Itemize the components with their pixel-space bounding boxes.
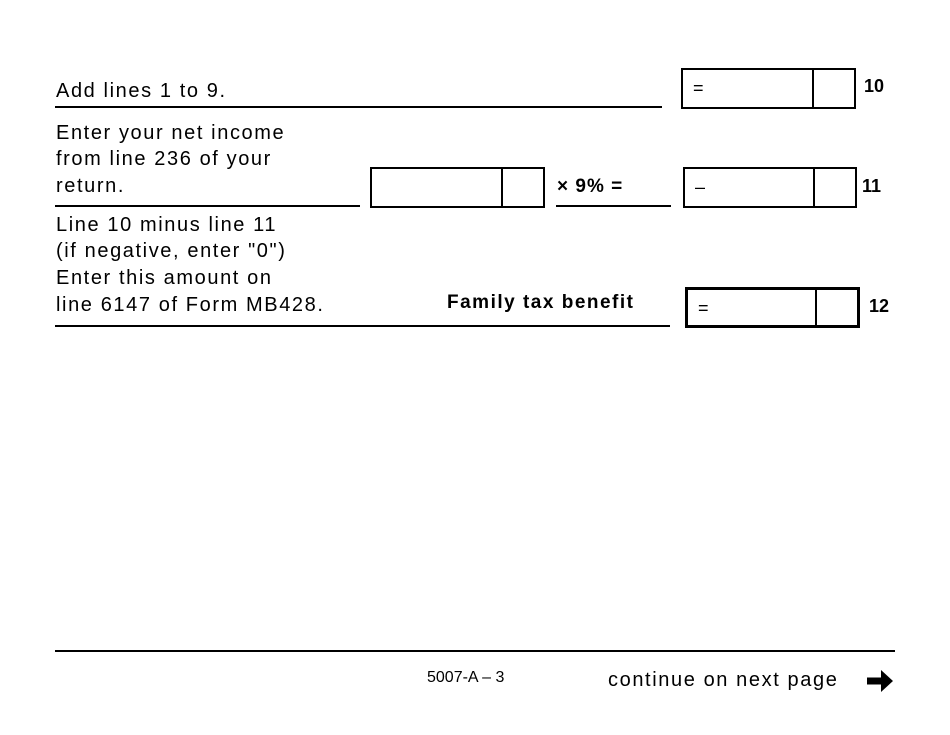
form-code: 5007-A – 3 [427,669,505,686]
line11-sign: – [695,177,706,197]
line10-sign: = [693,78,704,98]
line11-text-2: from line 236 of your [56,148,272,170]
family-tax-benefit-label: Family tax benefit [447,292,635,313]
line10-cents[interactable] [812,70,854,107]
net-income-field[interactable] [370,167,545,208]
line12-cents[interactable] [815,290,857,325]
line10-amount-field[interactable] [681,68,856,109]
line11-amount-field[interactable] [683,167,857,208]
line10-text: Add lines 1 to 9. [56,80,227,102]
line11-multiplier: × 9% = [557,176,624,197]
line10-number: 10 [864,76,885,96]
line12-number: 12 [869,296,890,316]
net-income-cents[interactable] [501,169,543,206]
line11-number: 11 [862,176,882,196]
line12-text-2: (if negative, enter "0") [56,240,287,262]
line12-dollars[interactable] [688,290,815,325]
line12-rule [55,325,670,327]
line10-rule [55,106,662,108]
net-income-dollars[interactable] [372,169,501,206]
line12-text-3: Enter this amount on [56,267,273,289]
line11-text-1: Enter your net income [56,122,286,144]
line10-dollars[interactable] [683,70,812,107]
family-tax-benefit-field[interactable] [685,287,860,328]
line11-rule [55,205,360,207]
line12-sign: = [698,298,709,318]
line11-dollars[interactable] [685,169,813,206]
footer-rule [55,650,895,652]
line11-cents[interactable] [813,169,855,206]
line12-text-4: line 6147 of Form MB428. [56,294,325,316]
line11-text-3: return. [56,175,126,197]
line11-multiplier-rule [556,205,671,207]
line12-text-1: Line 10 minus line 11 [56,214,278,236]
continue-text: continue on next page [608,669,839,691]
arrow-right-icon [866,668,894,694]
